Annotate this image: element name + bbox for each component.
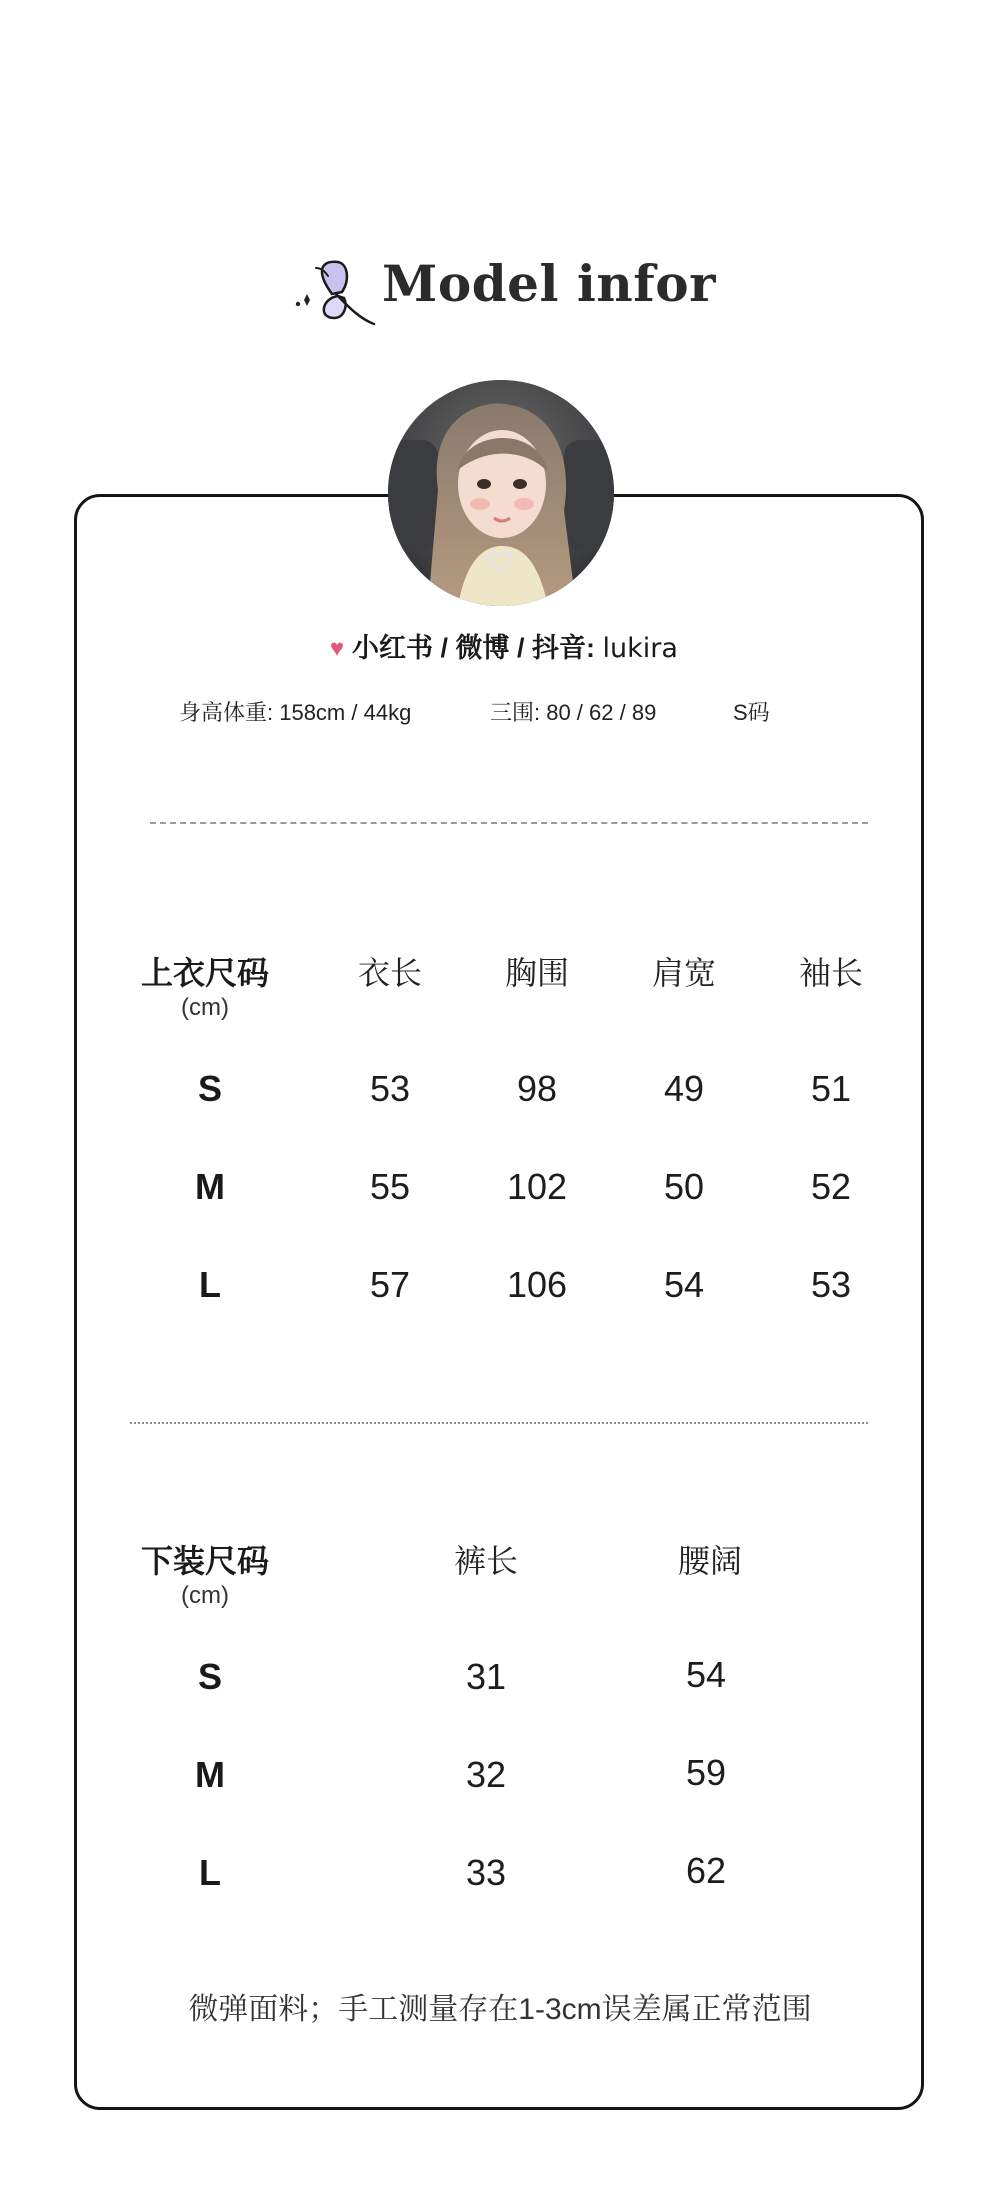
- table-cell: 49: [663, 1068, 705, 1109]
- table-cell: 53: [369, 1068, 411, 1109]
- table-unit: (cm): [181, 994, 229, 1021]
- table-cell: 98: [516, 1068, 558, 1109]
- height-weight: 身高体重: 158cm / 44kg: [179, 700, 412, 725]
- column-header: 衣长: [357, 955, 422, 991]
- table-cell: 55: [369, 1166, 411, 1207]
- page-title: Model infor: [382, 254, 716, 313]
- model-size: S码: [733, 700, 770, 725]
- size-label: L: [199, 1852, 221, 1893]
- table-label: 上衣尺码: [140, 955, 269, 991]
- body-measurements: 三围: 80 / 62 / 89: [490, 700, 657, 725]
- size-label: M: [195, 1754, 225, 1795]
- size-label: S: [197, 1068, 222, 1109]
- table-cell: 59: [685, 1752, 727, 1793]
- table-cell: 102: [506, 1166, 568, 1207]
- column-header: 裤长: [453, 1543, 518, 1579]
- butterfly-icon: [292, 258, 378, 330]
- heart-icon: ♥: [329, 635, 345, 662]
- divider: [150, 822, 868, 824]
- table-cell: 33: [465, 1852, 507, 1893]
- footer-note: 微弹面料；手工测量存在1-3cm误差属正常范围: [188, 1993, 812, 2026]
- table-cell: 51: [810, 1068, 852, 1109]
- table-cell: 54: [663, 1264, 705, 1305]
- column-header: 袖长: [798, 955, 863, 991]
- column-header: 腰阔: [677, 1543, 742, 1579]
- model-photo: [388, 380, 614, 606]
- table-cell: 52: [810, 1166, 852, 1207]
- table-cell: 32: [465, 1754, 507, 1795]
- social-handle: lukira: [602, 633, 678, 664]
- table-label: 下装尺码: [140, 1543, 269, 1579]
- page-header: [0, 250, 1000, 330]
- table-cell: 106: [506, 1264, 568, 1305]
- size-label: L: [199, 1264, 221, 1305]
- divider: [130, 1422, 868, 1424]
- table-cell: 50: [663, 1166, 705, 1207]
- platform-names: 小红书 / 微博 / 抖音:: [352, 633, 603, 663]
- social-handles: [0, 626, 1000, 666]
- table-cell: 54: [685, 1654, 727, 1695]
- size-label: S: [197, 1656, 222, 1697]
- table-cell: 53: [810, 1264, 852, 1305]
- table-cell: 57: [369, 1264, 411, 1305]
- table-cell: 62: [685, 1850, 727, 1891]
- column-header: 胸围: [504, 955, 569, 991]
- table-cell: 31: [465, 1656, 507, 1697]
- model-avatar: [388, 380, 614, 606]
- size-label: M: [195, 1166, 225, 1207]
- column-header: 肩宽: [651, 955, 716, 991]
- table-unit: (cm): [181, 1582, 229, 1609]
